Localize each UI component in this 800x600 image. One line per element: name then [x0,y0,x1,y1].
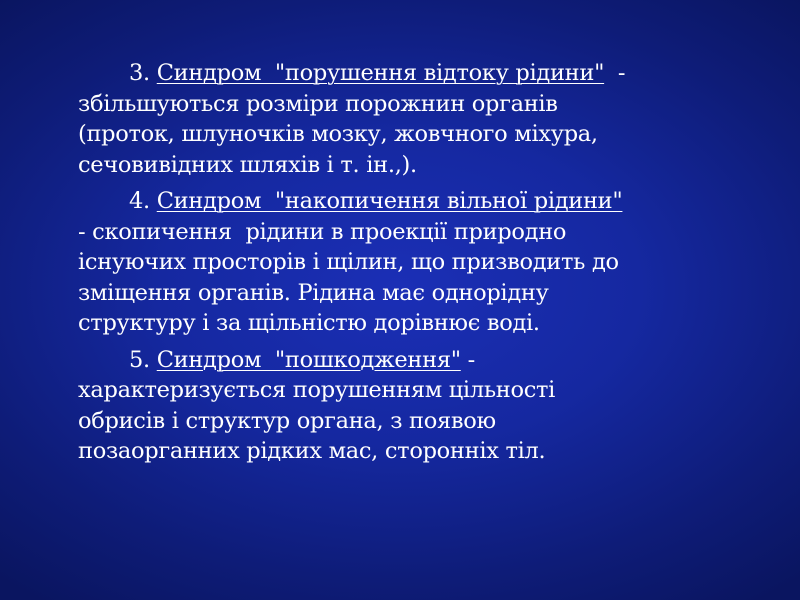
syndrome-4-line-3: зміщення органів. Рідина має однорідну [78,279,549,306]
syndrome-5-title: Синдром "пошкодження" [156,346,461,373]
syndrome-5-heading-line [78,345,738,376]
syndrome-5-paragraph [78,345,738,467]
syndrome-5-line-2: обрисів і структур органа, з появою [78,407,496,434]
syndrome-5-line-1: характеризується порушенням цільності [78,377,556,403]
syndrome-3-title: Синдром "порушення відтоку рідини" [156,60,605,86]
syndrome-4-title: Синдром "накопичення вільної рідини" [156,188,623,214]
syndrome-3-line-1: збільшуються розміри порожнин органів [78,90,558,117]
syndrome-3-line-2: (проток, шлуночків мозку, жовчного міхура, [78,121,598,147]
syndrome-3-paragraph [78,58,738,180]
syndrome-4-line-2: існуючих просторів і щілин, що призводить до [78,249,619,275]
syndrome-4-paragraph [78,186,738,339]
syndrome-4-number: 4. [129,188,150,214]
syndrome-3-number: 3. [129,60,150,86]
syndrome-5-number: 5. [129,346,150,373]
syndrome-4-line-1: - скопичення рідини в проекції природно [78,218,567,245]
syndrome-3-line-3: сечовивідних шляхів і т. ін.,). [78,151,417,178]
syndrome-4-line-4: структуру і за щільністю дорівнює воді. [78,310,540,336]
slide-body [78,58,738,473]
syndrome-5-line-3: позаорганних рідких мас, сторонніх тіл. [78,438,546,464]
syndrome-4-heading-line [78,186,738,217]
syndrome-5-dash: - [460,346,475,373]
syndrome-3-dash: - [604,60,626,86]
syndrome-3-heading-line [78,58,738,89]
